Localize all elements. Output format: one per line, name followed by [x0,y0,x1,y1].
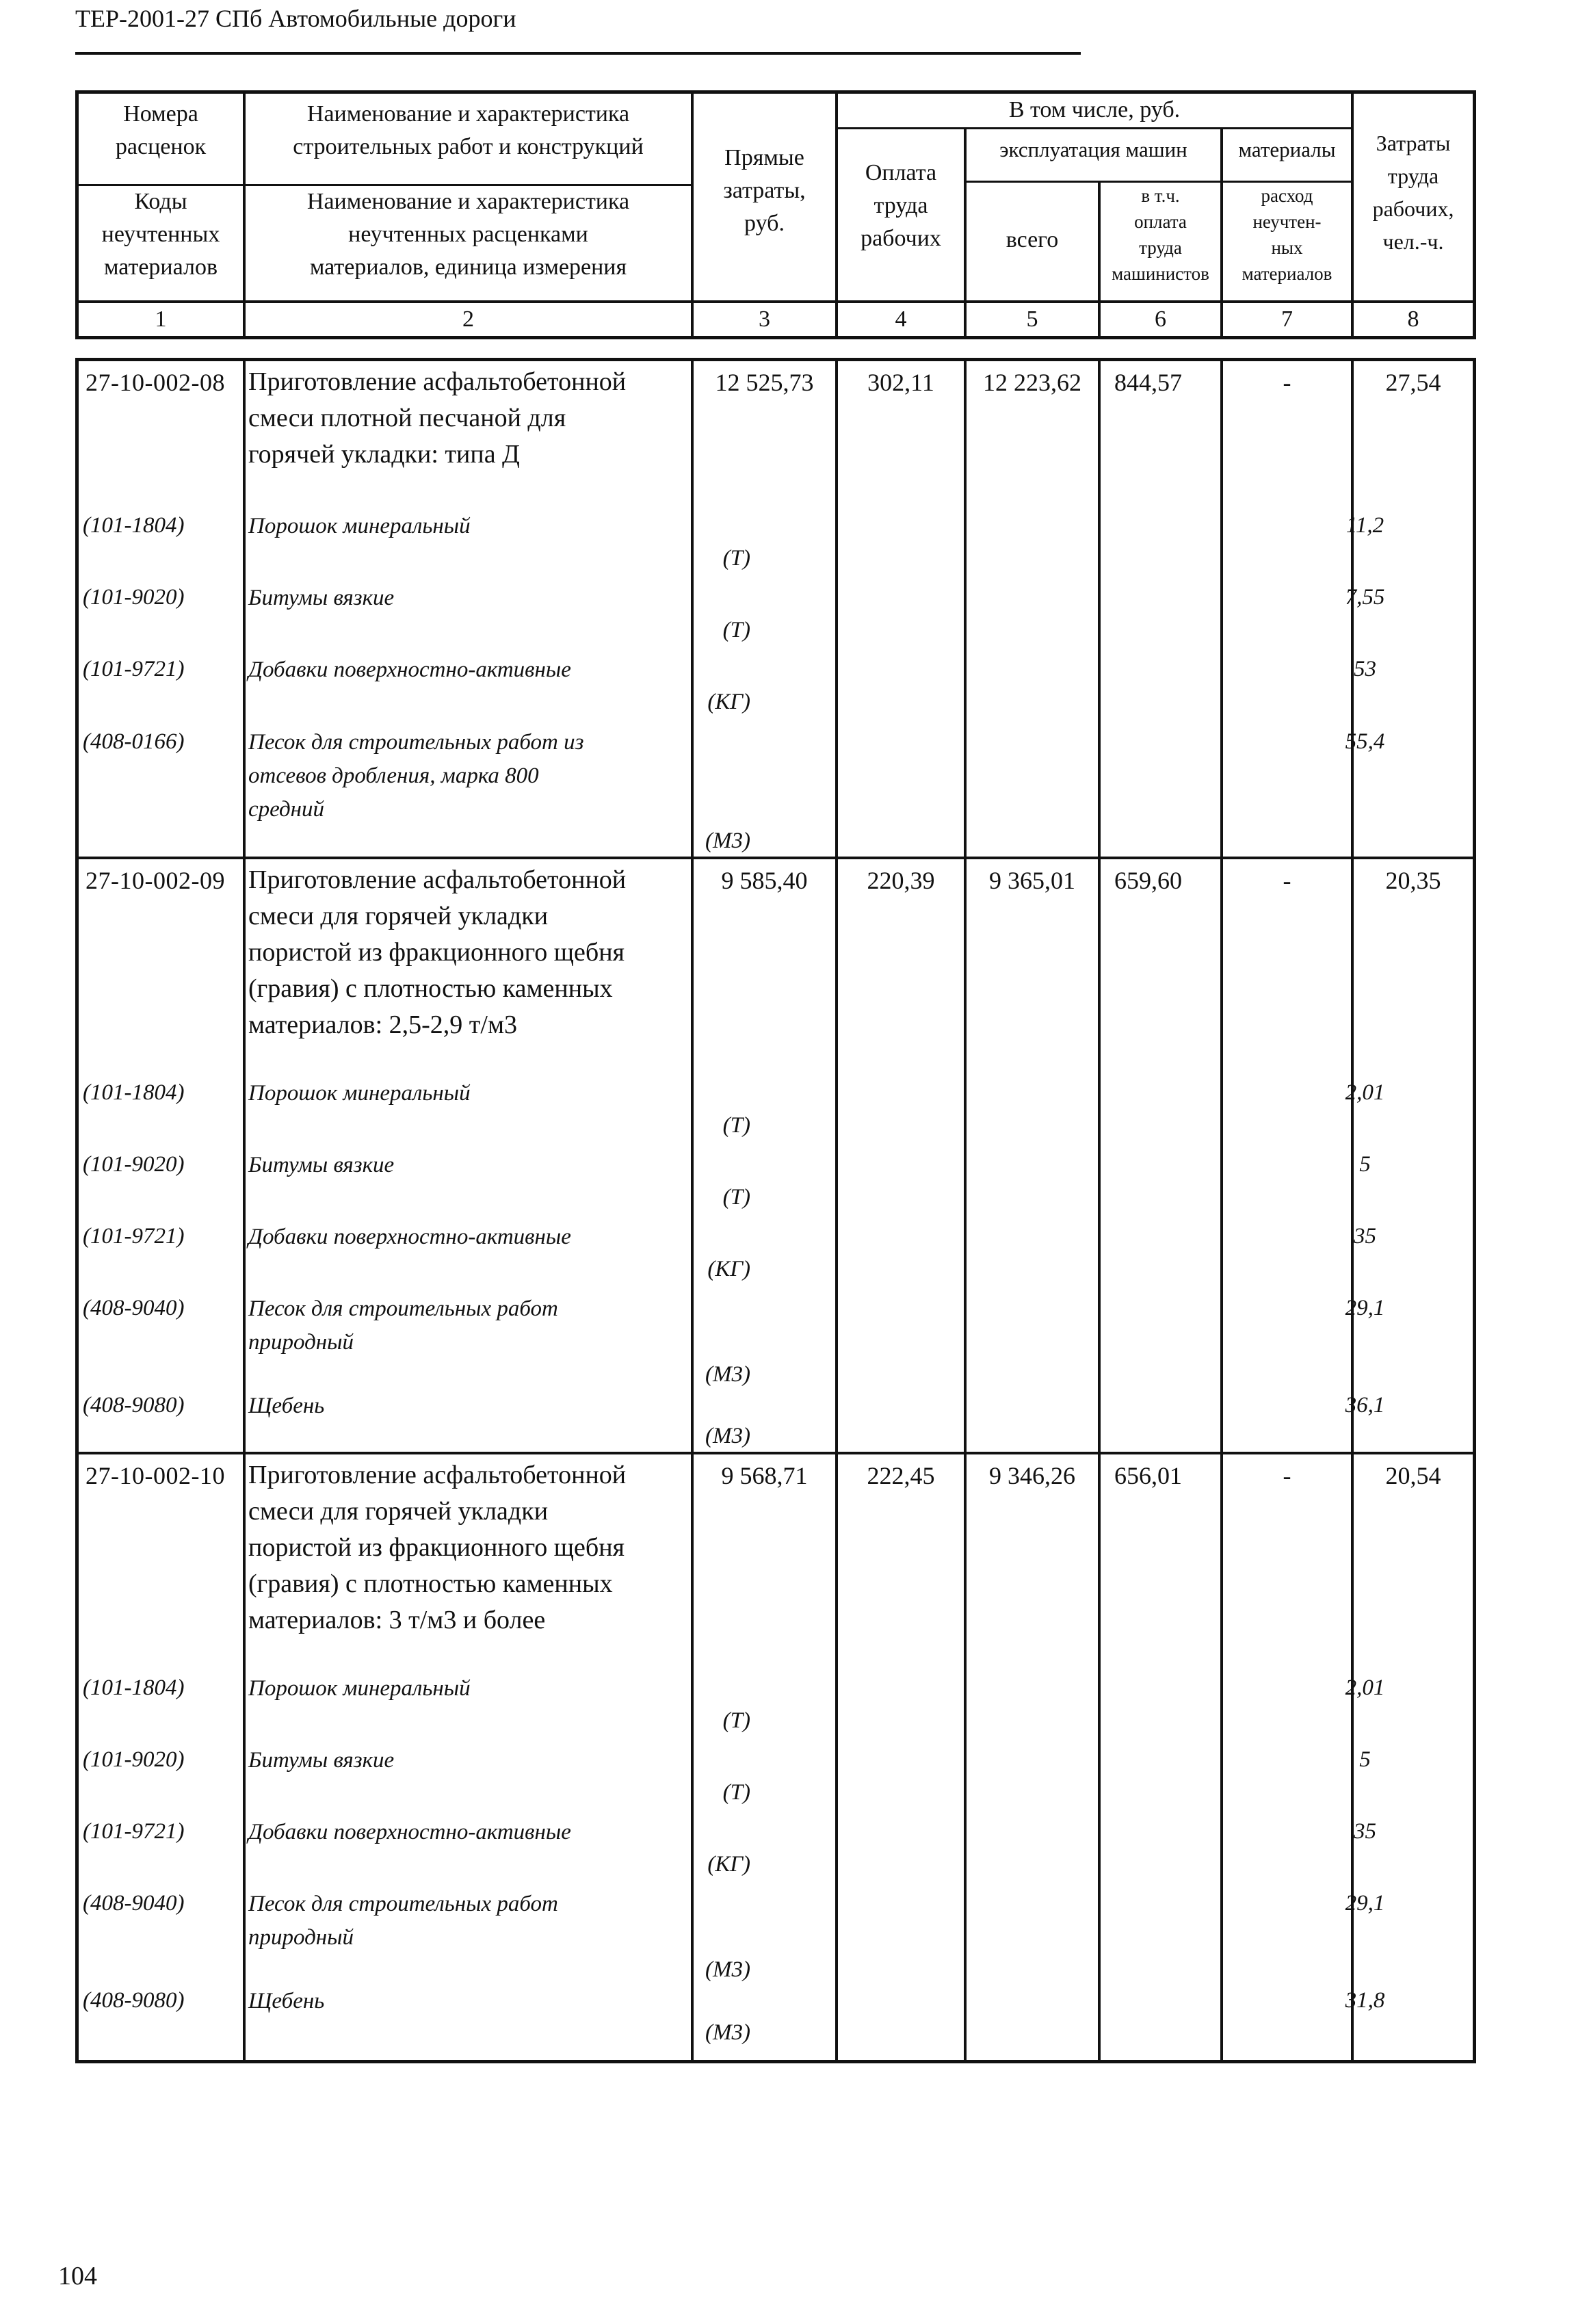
rate-code: 27-10-002-09 [86,867,225,894]
material-code: (101-1804) [83,1080,185,1105]
header-text: ных [1271,237,1303,258]
column-number: 8 [1407,306,1419,332]
direct-costs-value: 9 585,40 [721,867,808,894]
header-text: труда [874,193,928,218]
column-number: 5 [1026,306,1038,332]
rate-name-line: смеси для горячей укладки [248,902,549,930]
material-quantity: 29,1 [1345,1891,1385,1916]
material-quantity: 31,8 [1345,1988,1385,2013]
material-unit: (М3) [705,2020,750,2045]
material-unit: (Т) [722,1113,750,1138]
header-rate-numbers [79,98,243,164]
material-code: (101-9721) [83,1224,185,1249]
material-quantity: 7,55 [1345,585,1385,610]
material-name: Битумы вязкие [248,1153,395,1177]
material-name: Битумы вязкие [248,1748,395,1773]
material-name-line: Песок для строительных работ [248,1296,558,1321]
header-text: строительных работ и конструкций [293,134,644,159]
material-unit: (КГ) [707,1852,750,1877]
material-quantity: 2,01 [1345,1080,1385,1105]
material-code: (408-9080) [83,1988,185,2013]
material-name-line: Песок для строительных работ [248,1892,558,1916]
labor-pay-value: 220,39 [867,867,935,894]
labor-hours-value: 20,54 [1385,1462,1441,1489]
material-quantity: 29,1 [1345,1296,1385,1320]
header-operators-pay [1101,183,1220,287]
labor-pay-value: 222,45 [867,1462,935,1489]
material-quantity: 2,01 [1345,1675,1385,1700]
material-name-line: природный [248,1925,354,1950]
header-text: неучтенных [101,222,220,247]
material-code: (101-9020) [83,1747,185,1772]
header-labor-hours [1354,127,1473,258]
header-text: Затраты [1376,131,1451,155]
material-name: Добавки поверхностно-активные [248,1225,571,1249]
page-number: 104 [58,2262,97,2290]
rate-name-line: материалов: 3 т/м3 и более [248,1606,546,1634]
material-name: Добавки поверхностно-активные [248,657,571,682]
column-number: 4 [895,306,907,332]
header-text: Прямые [724,145,804,170]
material-name-line: Песок для строительных работ из [248,730,584,755]
material-code: (101-9020) [83,585,185,610]
material-name: Добавки поверхностно-активные [248,1820,571,1844]
material-quantity: 11,2 [1345,513,1384,538]
direct-costs-value: 9 568,71 [721,1462,808,1489]
material-unit: (Т) [722,1185,750,1210]
material-code: (408-9040) [83,1891,185,1916]
column-number: 7 [1281,306,1293,332]
materials-value: - [1283,867,1291,894]
operators-pay-value: 659,60 [1114,867,1182,894]
column-number: 2 [462,306,474,332]
material-quantity: 35 [1354,1224,1376,1249]
document-title: ТЕР-2001-27 СПб Автомобильные дороги [75,5,516,32]
machines-total-value: 12 223,62 [983,369,1081,396]
machines-total-value: 9 365,01 [989,867,1075,894]
header-text: расценок [115,134,207,159]
rate-name-line: материалов: 2,5-2,9 т/м3 [248,1010,518,1039]
header-text: рабочих [861,226,941,251]
material-name: Битумы вязкие [248,586,395,610]
rate-name [248,1457,761,1638]
header-text: материалов, единица измерения [309,254,627,280]
rate-name [248,364,761,473]
header-text: Наименование и характеристика [306,101,630,127]
material-unit: (М3) [705,1362,750,1387]
material-code: (408-9040) [83,1296,185,1320]
header-text: материалов [103,254,218,280]
material-unit: (Т) [722,546,750,571]
labor-hours-value: 27,54 [1385,369,1441,396]
material-name-line: средний [248,797,325,822]
material-unit: (М3) [705,1424,750,1448]
material-unit: (КГ) [707,1257,750,1281]
machines-total-value: 9 346,26 [989,1462,1075,1489]
materials-value: - [1283,369,1291,396]
material-quantity: 5 [1359,1152,1371,1177]
header-text: расход [1261,185,1313,206]
direct-costs-value: 12 525,73 [715,369,814,396]
materials-value: - [1283,1462,1291,1489]
material-quantity: 53 [1354,657,1376,681]
material-name: Порошок минеральный [248,1676,471,1701]
material-code: (408-9080) [83,1393,185,1418]
rate-name-line: горячей укладки: типа Д [248,440,520,469]
header-text: Номера [123,101,198,127]
material-name [248,726,754,826]
material-name [248,1888,754,1955]
material-code: (101-9020) [83,1152,185,1177]
header-materials: материалы [1238,138,1336,161]
material-unit: (М3) [705,828,750,853]
material-unit: (Т) [722,618,750,642]
rate-name-line: пористой из фракционного щебня [248,1533,625,1562]
header-text: труда [1139,237,1182,258]
material-quantity: 5 [1359,1747,1371,1772]
column-header-table [75,90,1476,339]
rate-name-line: пористой из фракционного щебня [248,938,625,967]
header-text: неучтенных расценками [348,222,588,247]
rate-name-line: (гравия) с плотностью каменных [248,1569,613,1598]
rate-name-line: смеси для горячей укладки [248,1497,549,1526]
header-work-name [246,98,691,164]
header-text: в т.ч. [1141,185,1180,206]
rate-name-line: Приготовление асфальтобетонной [248,367,627,396]
header-text: Оплата [865,160,937,185]
header-unaccounted-materials [1223,183,1351,287]
rate-code: 27-10-002-10 [86,1462,225,1489]
header-labor-pay [838,157,964,255]
rate-name-line: (гравия) с плотностью каменных [248,974,613,1003]
rates-table-body [75,358,1476,2063]
material-name: Порошок минеральный [248,1081,471,1106]
header-text: чел.-ч. [1382,229,1444,254]
title-underline [75,52,1081,55]
material-code: (101-9721) [83,1819,185,1844]
material-code: (408-0166) [83,729,185,754]
material-code: (101-1804) [83,513,185,538]
labor-pay-value: 302,11 [867,369,934,396]
rate-name-line: Приготовление асфальтобетонной [248,865,627,894]
header-direct-costs [694,142,835,240]
operators-pay-value: 844,57 [1114,369,1182,396]
header-text: рабочих, [1372,196,1454,221]
material-unit: (Т) [722,1780,750,1805]
header-text: руб. [744,211,785,236]
header-text: неучтен- [1252,211,1322,232]
column-number: 3 [759,306,770,332]
material-quantity: 35 [1354,1819,1376,1844]
material-unit: (Т) [722,1708,750,1733]
material-name: Щебень [248,1989,325,2013]
column-number: 6 [1155,306,1166,332]
rate-code: 27-10-002-08 [86,369,225,396]
header-text: Коды [134,189,187,214]
material-name: Щебень [248,1394,325,1418]
header-machines-total: всего [1006,227,1059,252]
material-quantity: 55,4 [1345,729,1385,754]
header-text: труда [1387,164,1439,188]
header-text: машинистов [1112,263,1209,284]
header-text: затраты, [723,178,806,203]
header-including-group: В том числе, руб. [1008,97,1181,122]
material-unit: (М3) [705,1957,750,1982]
material-name-line: отсевов дробления, марка 800 [248,763,539,788]
material-quantity: 36,1 [1345,1393,1385,1418]
column-number: 1 [155,306,167,332]
header-text: Наименование и характеристика [306,189,630,214]
rate-name [248,862,761,1043]
header-text: материалов [1242,263,1332,284]
material-code: (101-9721) [83,657,185,681]
rate-name-line: смеси плотной песчаной для [248,404,566,432]
labor-hours-value: 20,35 [1385,867,1441,894]
header-machines: эксплуатация машин [999,138,1187,161]
operators-pay-value: 656,01 [1114,1462,1182,1489]
material-code: (101-1804) [83,1675,185,1700]
header-material-name [246,185,691,284]
material-name [248,1292,754,1359]
header-material-codes [79,185,243,284]
material-name: Порошок минеральный [248,514,471,538]
material-name-line: природный [248,1330,354,1355]
material-unit: (КГ) [707,690,750,714]
rate-name-line: Приготовление асфальтобетонной [248,1461,627,1489]
header-text: оплата [1134,211,1187,232]
